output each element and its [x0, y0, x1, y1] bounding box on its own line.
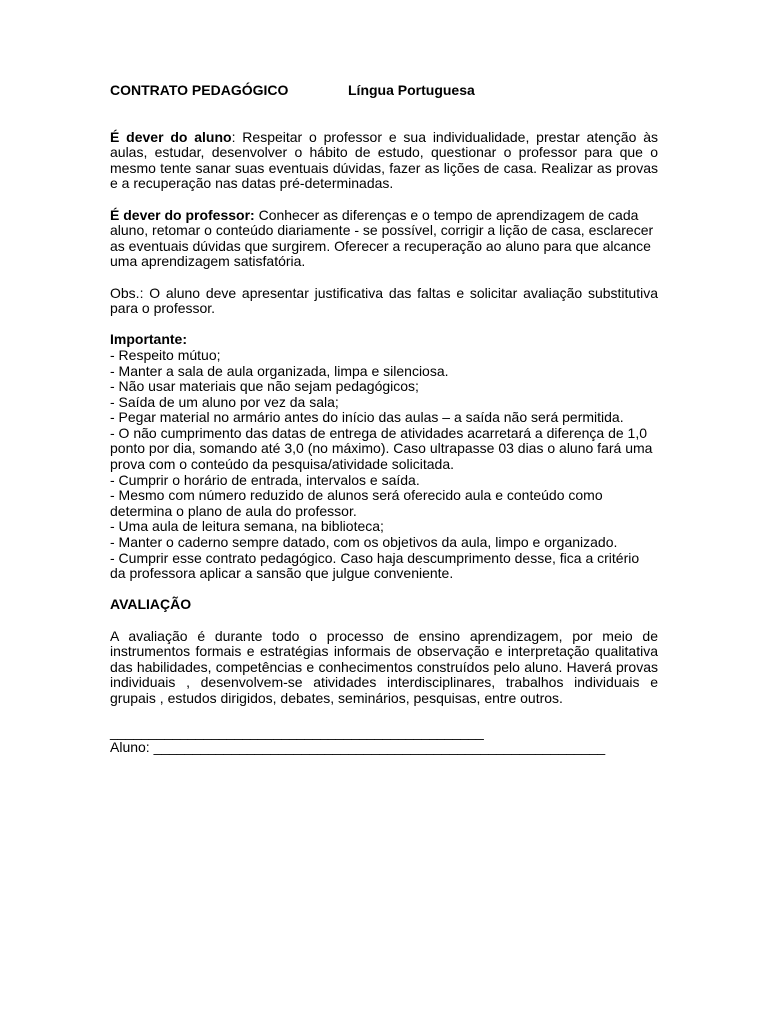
teacher-duties-label: É dever do professor:	[110, 206, 255, 223]
teacher-duties-paragraph	[110, 208, 658, 270]
list-item: - Uma aula de leitura semana, na biblioteca;	[110, 518, 384, 535]
document-header	[110, 83, 658, 99]
evaluation-paragraph: A avaliação é durante todo o processo de ensino aprendizagem, por meio de instrumentos formais e estratégias informais de observação e interpretação qualitativa das habilidades, competências e conhecimentos construídos pelo aluno. Haverá provas individuais , desenvolvem-se atividades interdisciplinares, trabalhos individuais e grupais , estudos dirigidos, debates, seminários, pesquisas, entre outros.	[110, 627, 658, 706]
teacher-duties-text: Conhecer as diferenças e o tempo de aprendizagem de cada aluno, retomar o conteúdo diariamente - se possível, corrigir a lição de casa, esclarecer as eventuais dúvidas que surgirem. Oferecer a recuperação ao aluno para que alcance uma aprendizagem satisfatória.	[110, 206, 654, 270]
list-item: - Mesmo com número reduzido de alunos será oferecido aula e conteúdo como determina o plano de aula do professor.	[110, 487, 603, 519]
list-item: - O não cumprimento das datas de entrega de atividades acarretará a diferença de 1,0 ponto por dia, somando até 3,0 (no máximo). Caso ultrapasse 03 dias o aluno fará uma prova com o conteúdo da pesquisa/atividade solicitada.	[110, 424, 653, 473]
important-title: Importante:	[110, 331, 187, 348]
list-item: - Manter o caderno sempre datado, com os objetivos da aula, limpo e organizado.	[110, 534, 618, 551]
student-signature-line: Aluno: __________________________________________________________	[110, 739, 606, 756]
obs-paragraph: Obs.: O aluno deve apresentar justificativa das faltas e solicitar avaliação substitutiva para o professor.	[110, 284, 658, 317]
list-item: - Respeito mútuo;	[110, 346, 221, 363]
important-list	[110, 332, 658, 582]
document-page	[110, 83, 658, 756]
signature-line: ________________________________________________	[110, 723, 484, 740]
list-item: - Cumprir o horário de entrada, intervalos e saída.	[110, 471, 420, 488]
list-item: - Saída de um aluno por vez da sala;	[110, 393, 339, 410]
student-duties-label: É dever do aluno	[110, 128, 232, 145]
document-title: CONTRATO PEDAGÓGICO	[110, 82, 289, 98]
list-item: - Não usar materiais que não sejam pedagógicos;	[110, 378, 419, 395]
document-subject: Língua Portuguesa	[348, 82, 475, 98]
list-item: - Cumprir esse contrato pedagógico. Caso haja descumprimento desse, fica a critério da professora aplicar a sansão que julgue conveniente.	[110, 549, 640, 582]
list-item: - Pegar material no armário antes do início das aulas – a saída não será permitida.	[110, 409, 624, 426]
student-duties-paragraph	[110, 130, 658, 192]
list-item: - Manter a sala de aula organizada, limpa e silenciosa.	[110, 362, 449, 379]
student-duties-text: : Respeitar o professor e sua individualidade, prestar atenção às aulas, estudar, desenvolver o hábito de estudo, questionar o professor para que o mesmo tente sanar suas eventuais dúvidas, fazer as lições de casa. Realizar as provas e a recuperação nas datas pré-determinadas.	[110, 128, 658, 192]
evaluation-title: AVALIAÇÃO	[110, 596, 192, 613]
